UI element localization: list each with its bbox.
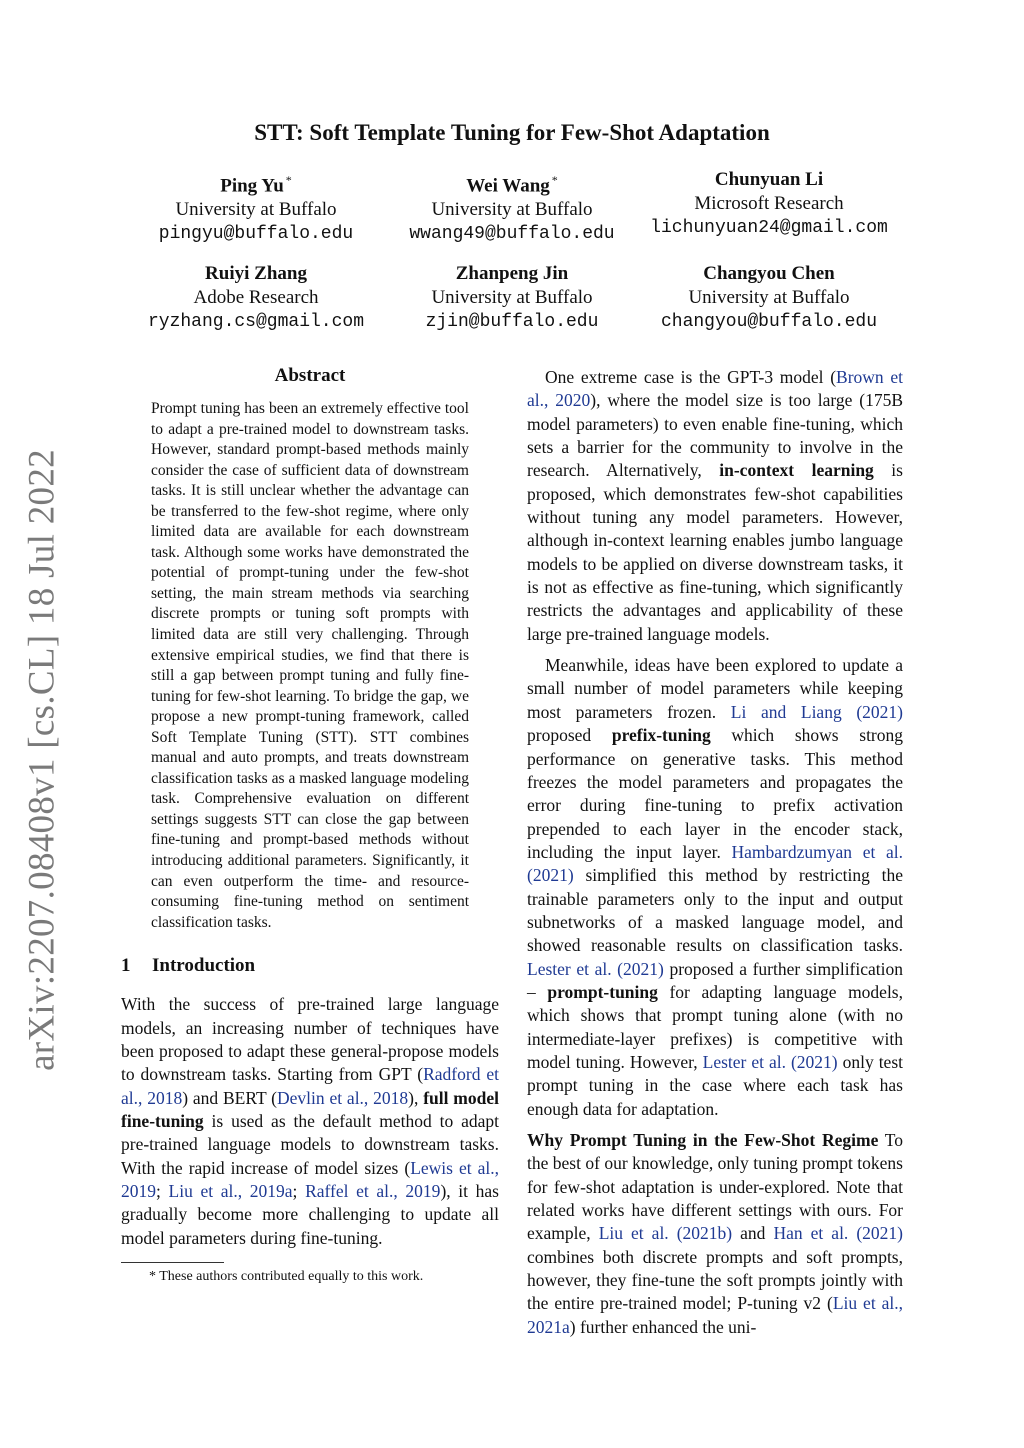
author-block-5	[362, 262, 662, 334]
author-affiliation: University at Buffalo	[175, 199, 337, 221]
paper-title: STT: Soft Template Tuning for Few-Shot Adaptation	[254, 120, 770, 145]
author-email[interactable]: lichunyuan24@gmail.com	[650, 218, 888, 238]
citation-link[interactable]: Lewis et al., 2019	[121, 1157, 499, 1201]
author-affiliation: Adobe Research	[193, 287, 319, 308]
citation-link[interactable]: Lester et al. (2021)	[702, 1051, 838, 1072]
author-email[interactable]: wwang49@buffalo.edu	[409, 224, 615, 245]
author-name: Chunyuan Li	[714, 169, 824, 190]
citation-link[interactable]: Liu et al. (2021b)	[598, 1223, 733, 1244]
section-heading-introduction	[121, 955, 499, 977]
right-column	[527, 366, 903, 1339]
author-email[interactable]: ryzhang.cs@gmail.com	[147, 312, 365, 332]
section-number: 1	[121, 955, 131, 977]
footnote: * These authors contributed equally to this work.	[149, 1269, 424, 1284]
paragraph-heading: Why Prompt Tuning in the Few-Shot Regime	[527, 1130, 879, 1150]
author-name: Changyou Chen	[703, 263, 835, 284]
author-name: Wei Wang *	[466, 173, 558, 197]
equal-contribution-mark: *	[285, 173, 292, 187]
author-block-2	[362, 168, 662, 246]
author-block-1	[106, 168, 406, 246]
author-block-3	[619, 168, 919, 240]
abstract-text: Prompt tuning has been an extremely effective tool to adapt a pre-trained model to downstream tasks. However, standard prompt-based methods mainly consider the case of sufficient data of downstream tasks. It is still unclear whether the advantage can be transferred to the few-shot regime, where only limited data are available for each downstream task. Although some works have demonstrated the potential of prompt-tuning under the few-shot setting, the main stream methods via searching discrete prompts or tuning soft prompts with limited data are still very challenging. Through extensive empirical studies, we find that there is still a gap between prompt tuning and fully fine-tuning for few-shot learning. To bridge the gap, we propose a new prompt-tuning framework, called Soft Template Tuning (STT). STT combines manual and auto prompts, and treats downstream classification tasks as a masked language modeling task. Comprehensive evaluation on different settings suggests STT can close the gap between fine-tuning and prompt-based methods without introducing additional parameters. Significantly, it can even outperform the time- and resource-consuming fine-tuning method on sentiment classification tasks.	[151, 400, 469, 931]
citation-link[interactable]: Devlin et al., 2018	[277, 1087, 409, 1108]
left-column	[121, 365, 499, 1285]
citation-link[interactable]: Han et al. (2021)	[773, 1223, 903, 1244]
emphasis-term: in-context learning	[719, 460, 874, 481]
arxiv-side-stamp	[18, 449, 66, 1071]
abstract-heading: Abstract	[274, 365, 346, 386]
author-block-4	[106, 262, 406, 334]
section-title: Introduction	[152, 955, 256, 977]
citation-link[interactable]: Hambardzumyan et al. (2021)	[527, 841, 903, 886]
body-paragraph-3: Why Prompt Tuning in the Few-Shot Regime To the best of our knowledge, only tuning prompt tokens for few-shot adaptation is under-explored. Note that related works have different settings with ours. For example, Liu et al. (2021b) and Han et al. (2021) combines both discrete prompts and soft prompts, however, they fine-tune the soft prompts jointly with the entire pre-trained model; P-tuning v2 (Liu et al., 2021a) further enhanced the uni-	[527, 1130, 903, 1337]
citation-link[interactable]: Liu et al., 2021a	[527, 1293, 903, 1337]
author-affiliation: University at Buffalo	[431, 287, 593, 308]
emphasis-term: prompt-tuning	[547, 981, 658, 1002]
citation-link[interactable]: Radford et al., 2018	[121, 1064, 499, 1108]
citation-link[interactable]: Liu et al., 2019a	[168, 1180, 293, 1201]
arxiv-identifier: arXiv:2207.08408v1 [cs.CL] 18 Jul 2022	[21, 449, 63, 1071]
author-block-6	[619, 262, 919, 334]
author-name: Zhanpeng Jin	[455, 263, 569, 284]
citation-link[interactable]: Brown et al., 2020	[527, 367, 903, 411]
author-email[interactable]: pingyu@buffalo.edu	[158, 224, 354, 245]
body-paragraph-2: Meanwhile, ideas have been explored to update a small number of model parameters while keeping most parameters frozen. Li and Liang (2021) proposed prefix-tuning which shows strong performance on generative tasks. This method freezes the model parameters and propagates the error during fine-tuning to prefix activation prepended to each layer in the encoder stack, including the input layer. Hambardzumyan et al. (2021) simplified this method by restricting the trainable parameters only to the input and output subnetworks of a masked language model, and showed reasonable results on classification tasks. Lester et al. (2021) proposed a further simplification – prompt-tuning for adapting language models, which shows that prompt tuning alone (with no intermediate-layer prefixes) is competitive with model tuning. However, Lester et al. (2021) only test prompt tuning in the case where each task has enough data for adaptation.	[527, 655, 904, 1119]
footnote-divider	[121, 1262, 224, 1263]
intro-paragraph-1: With the success of pre-trained large language models, an increasing number of techniques have been proposed to adapt these general-propose models to downstream tasks. Starting from GPT (Radford et al., 2018) and BERT (Devlin et al., 2018), full model fine-tuning is used as the default method to adapt pre-trained language models to downstream tasks. With the rapid increase of model sizes (Lewis et al., 2019; Liu et al., 2019a; Raffel et al., 2019), it has gradually become more challenging to update all model parameters during fine-tuning.	[121, 994, 499, 1248]
author-name: Ping Yu *	[220, 173, 292, 197]
emphasis-term: prefix-tuning	[611, 725, 711, 746]
citation-link[interactable]: Li and Liang (2021)	[730, 701, 903, 722]
body-paragraph-1: One extreme case is the GPT-3 model (Brown et al., 2020), where the model size is too large (175B model parameters) to even enable fine-tuning, which sets a barrier for the community to involve in the research. Alternatively, in-context learning is proposed, which demonstrates few-shot capabilities without tuning any model parameters. However, although in-context learning enables jumbo language models to be applied on diverse downstream tasks, it is not as effective as fine-tuning, which significantly restricts the advantages and applicability of these large pre-trained language models.	[527, 367, 903, 644]
author-email[interactable]: changyou@buffalo.edu	[660, 312, 878, 332]
citation-link[interactable]: Lester et al. (2021)	[527, 958, 664, 979]
citation-link[interactable]: Raffel et al., 2019	[305, 1180, 441, 1201]
author-affiliation: Microsoft Research	[694, 193, 844, 214]
emphasis-term: full model fine-tuning	[121, 1087, 499, 1131]
equal-contribution-mark: *	[551, 173, 558, 187]
author-name: Ruiyi Zhang	[205, 263, 307, 284]
author-affiliation: University at Buffalo	[431, 199, 593, 221]
author-affiliation: University at Buffalo	[688, 287, 850, 308]
author-email[interactable]: zjin@buffalo.edu	[425, 312, 599, 332]
